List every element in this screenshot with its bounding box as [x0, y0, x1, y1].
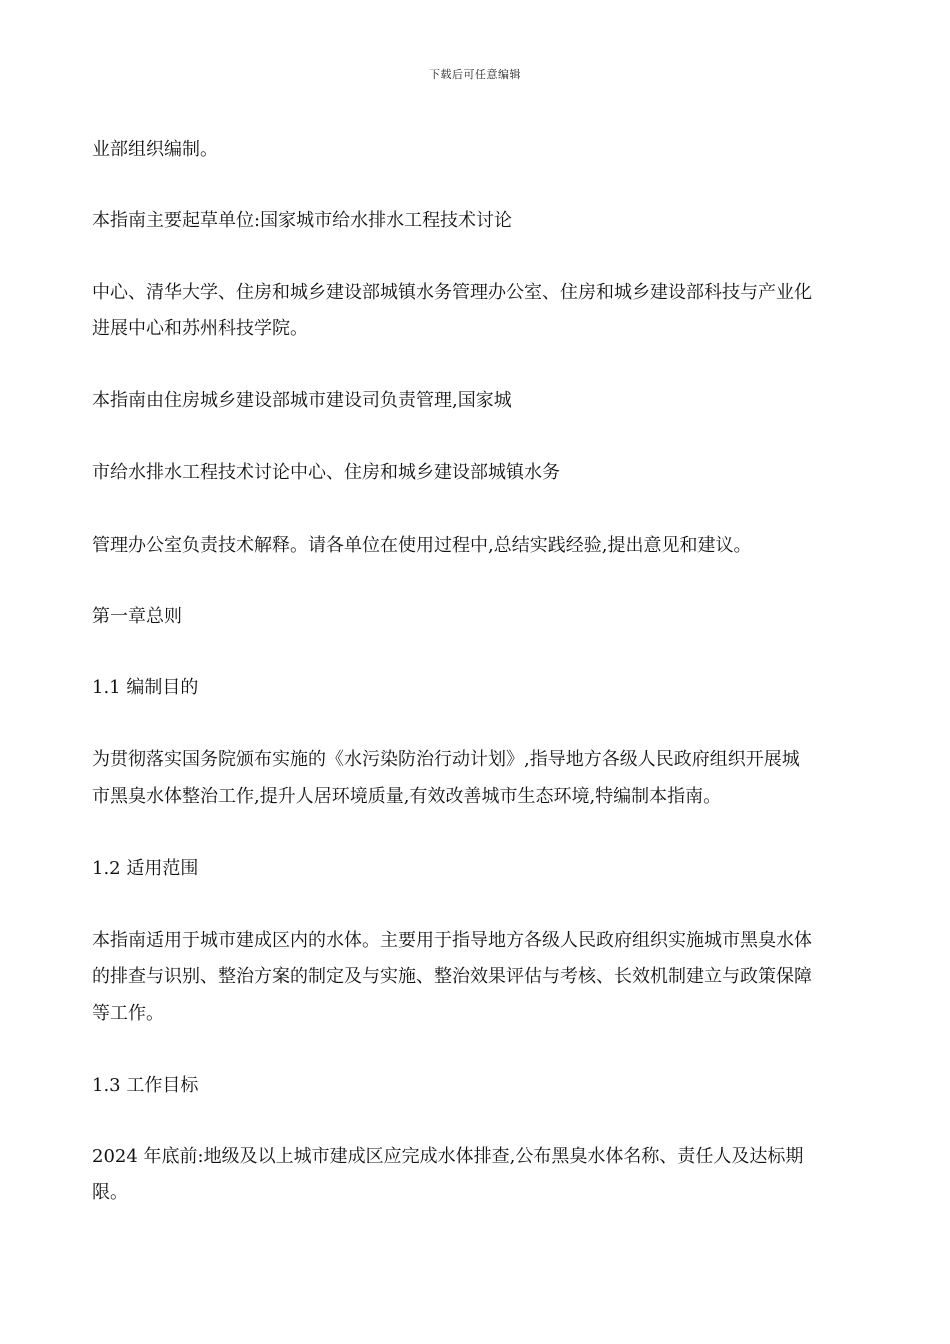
paragraph-line: 中心、清华大学、住房和城乡建设部城镇水务管理办公室、住房和城乡建设部科技与产业化	[92, 282, 812, 303]
paragraph-line: 管理办公室负责技术解释。请各单位在使用过程中,总结实践经验,提出意见和建议。	[92, 535, 752, 556]
paragraph-line: 本指南主要起草单位:国家城市给水排水工程技术讨论	[92, 210, 513, 231]
paragraph-line: 市给水排水工程技术讨论中心、住房和城乡建设部城镇水务	[92, 462, 560, 483]
section-heading: 1.3 工作目标	[92, 1075, 199, 1096]
paragraph-line: 为贯彻落实国务院颁布实施的《水污染防治行动计划》,指导地方各级人民政府组织开展城	[92, 749, 800, 770]
paragraph-line: 2024 年底前:地级及以上城市建成区应完成水体排查,公布黑臭水体名称、责任人及达标期	[92, 1146, 804, 1167]
paragraph-line: 限。	[92, 1182, 128, 1203]
paragraph-line: 本指南由住房城乡建设部城市建设司负责管理,国家城	[92, 390, 512, 411]
paragraph-line: 等工作。	[92, 1003, 164, 1024]
page-header: 下载后可任意编辑	[429, 68, 521, 81]
paragraph-line: 进展中心和苏州科技学院。	[92, 318, 308, 339]
section-heading: 1.2 适用范围	[92, 858, 199, 879]
paragraph-line: 市黑臭水体整治工作,提升人居环境质量,有效改善城市生态环境,特编制本指南。	[92, 786, 722, 807]
paragraph-line: 本指南适用于城市建成区内的水体。主要用于指导地方各级人民政府组织实施城市黑臭水体	[92, 930, 812, 951]
paragraph-line: 的排查与识别、整治方案的制定及与实施、整治效果评估与考核、长效机制建立与政策保障	[92, 966, 812, 987]
section-heading: 1.1 编制目的	[92, 677, 199, 698]
chapter-heading: 第一章总则	[92, 606, 182, 627]
paragraph-line: 业部组织编制。	[92, 139, 218, 160]
